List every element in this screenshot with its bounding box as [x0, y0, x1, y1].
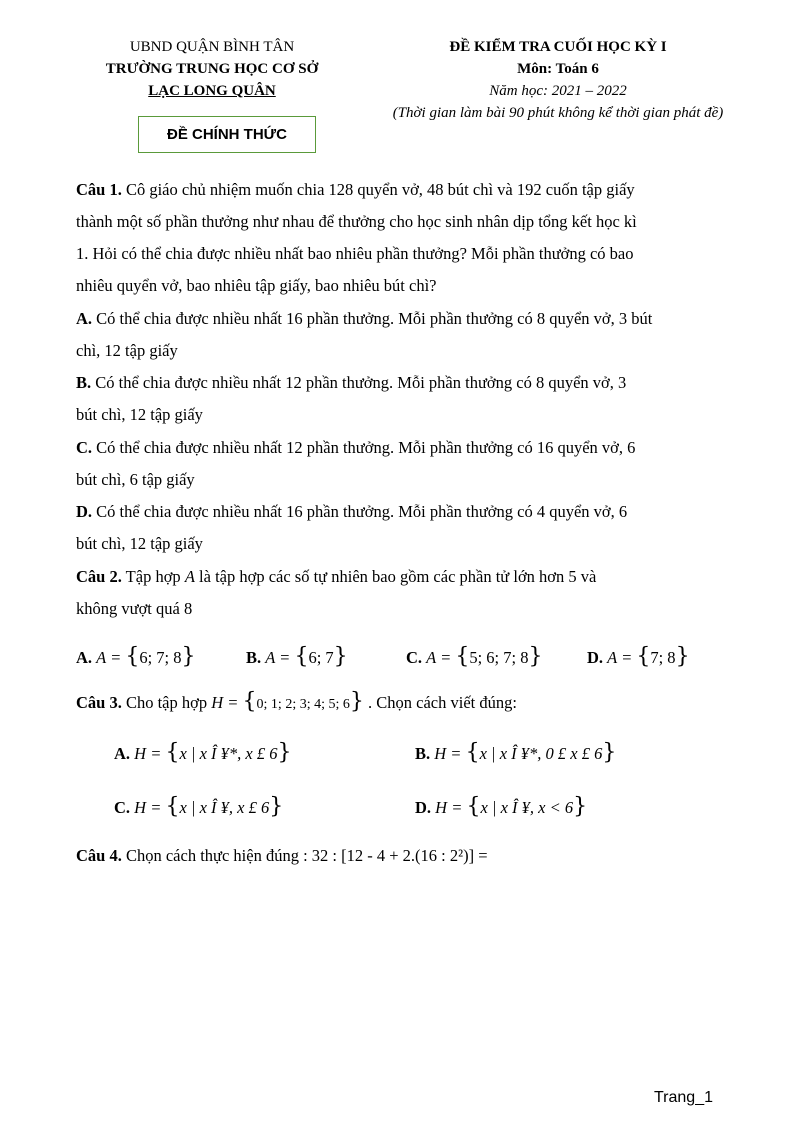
school-type: TRƯỜNG TRUNG HỌC CƠ SỞ: [105, 61, 319, 77]
q1-option-c-cont: bút chì, 6 tập giấy: [76, 470, 195, 489]
q1-option-b: B. Có thể chia được nhiều nhất 12 phần thưởng. Mỗi phần thưởng có 8 quyển vở, 3: [76, 373, 627, 392]
q1-line-4: nhiêu quyển vở, bao nhiêu tập giấy, bao nhiêu bút chì?: [76, 276, 437, 295]
q2-line-1: Câu 2. Tập hợp A là tập hợp các số tự nhiên bao gồm các phần tử lớn hơn 5 và: [76, 567, 597, 586]
q1-option-a-cont: chì, 12 tập giấy: [76, 341, 178, 360]
q1-option-c: C. Có thể chia được nhiều nhất 12 phần thưởng. Mỗi phần thưởng có 16 quyển vở, 6: [76, 438, 636, 457]
q1-line-2: thành một số phần thưởng như nhau để thưởng cho học sinh nhân dịp tổng kết học kì: [76, 212, 637, 231]
subject: Môn: Toán 6: [517, 61, 599, 77]
q3-stem: Câu 3. Cho tập hợp H = {0; 1; 2; 3; 4; 5; 6} . Chọn cách viết đúng:: [76, 689, 517, 714]
q1-option-b-cont: bút chì, 12 tập giấy: [76, 405, 203, 424]
q3-option-d: D. H = {x | x Î ¥, x < 6}: [415, 794, 588, 819]
q3-option-c: C. H = {x | x Î ¥, x £ 6}: [114, 794, 284, 819]
q2-option-a: A. A = {6; 7; 8}: [76, 644, 196, 669]
exam-title: ĐỀ KIỂM TRA CUỐI HỌC KỲ I: [449, 39, 667, 55]
page-number: Trang_1: [654, 1089, 713, 1106]
q1-option-d-cont: bút chì, 12 tập giấy: [76, 534, 203, 553]
district-name: UBND QUẬN BÌNH TÂN: [129, 39, 295, 55]
school-name: LẠC LONG QUÂN: [148, 83, 276, 99]
q1-option-a: A. Có thể chia được nhiều nhất 16 phần thưởng. Mỗi phần thưởng có 8 quyển vở, 3 bút: [76, 309, 653, 328]
q2-option-c: C. A = {5; 6; 7; 8}: [406, 644, 543, 669]
time-note: (Thời gian làm bài 90 phút không kể thời gian phát đề): [392, 105, 724, 121]
q1-line-3: 1. Hỏi có thể chia được nhiều nhất bao nhiêu phần thưởng? Mỗi phần thưởng có bao: [76, 244, 634, 263]
school-header: [76, 36, 348, 102]
q4-expression: 32 : [12 - 4 + 2.(16 : 2²)] =: [311, 846, 488, 865]
q2-option-b: B. A = {6; 7}: [246, 644, 348, 669]
official-exam-stamp: ĐỀ CHÍNH THỨC: [138, 116, 316, 153]
q1-option-d: D. Có thể chia được nhiều nhất 16 phần thưởng. Mỗi phần thưởng có 4 quyển vở, 6: [76, 502, 628, 521]
exam-header: [356, 36, 760, 124]
q2-line-2: không vượt quá 8: [76, 599, 193, 618]
q1-line-1: Câu 1. Cô giáo chủ nhiệm muốn chia 128 quyển vở, 48 bút chì và 192 cuốn tập giấy: [76, 180, 635, 199]
q4-stem: Câu 4. Chọn cách thực hiện đúng : 32 : [12 - 4 + 2.(16 : 2²)] =: [76, 846, 488, 865]
school-year: Năm học: 2021 – 2022: [489, 83, 627, 99]
q3-option-b: B. H = {x | x Î ¥*, 0 £ x £ 6}: [415, 740, 617, 765]
q3-option-a: A. H = {x | x Î ¥*, x £ 6}: [114, 740, 292, 765]
q2-option-d: D. A = {7; 8}: [587, 644, 690, 669]
